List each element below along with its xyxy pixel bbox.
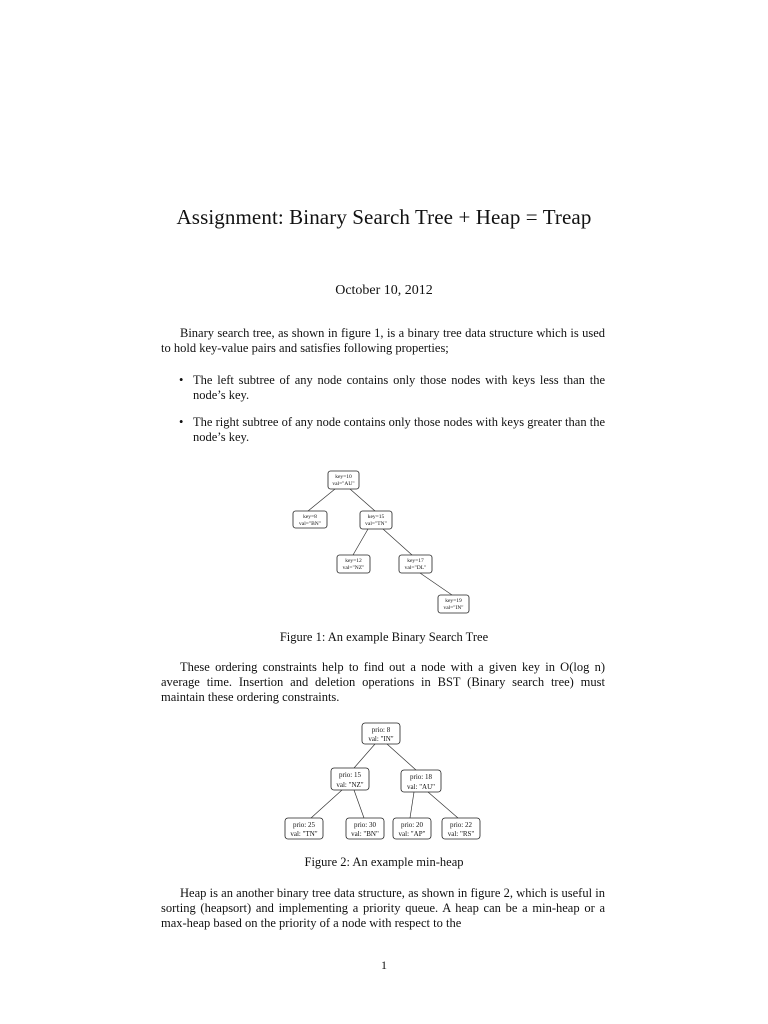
node-priority: prio: 18: [410, 773, 432, 781]
heap-node: [285, 818, 323, 839]
figure-2-caption: Figure 2: An example min-heap: [304, 855, 464, 869]
document-title: Assignment: Binary Search Tree + Heap = Treap: [176, 205, 592, 229]
node-key: key=12: [345, 558, 362, 564]
heap-node: [346, 818, 384, 839]
edge-15-12: [353, 529, 368, 555]
node-value: val="NZ": [342, 565, 365, 571]
bullet-icon: •: [179, 373, 184, 387]
bullet-icon: •: [179, 415, 184, 429]
document-date: October 10, 2012: [335, 283, 433, 298]
edge-15-30: [354, 790, 364, 818]
edge-18-20: [410, 792, 414, 818]
paragraph-ordering-constraints: These ordering constraints help to find out a node with a given key in O(log n) average time. Insertion and deletion operations in BST (Binary search tree) must maintain these ordering constraints.: [161, 660, 605, 704]
node-key: key=10: [335, 474, 352, 480]
bullet-text: The left subtree of any node contains only those nodes with keys less than the node’s key.: [193, 373, 605, 402]
node-key: key=8: [303, 514, 317, 520]
bst-node: [360, 511, 392, 529]
heap-node: [442, 818, 480, 839]
paragraph-heap-intro: Heap is an another binary tree data structure, as shown in figure 2, which is useful in sorting (heapsort) and implementing a priority queue. A heap can be a min-heap or a max-heap based on the priority of a node with respect to the: [161, 886, 605, 930]
edge-10-8: [308, 489, 335, 511]
node-value: val: "AP": [398, 830, 426, 838]
bst-node: [399, 555, 432, 573]
node-priority: prio: 25: [293, 821, 315, 829]
edge-8-15: [354, 744, 375, 768]
edge-17-19: [420, 573, 452, 595]
node-priority: prio: 30: [354, 821, 376, 829]
node-value: val: "TN": [290, 830, 318, 838]
heap-node: [331, 768, 369, 790]
heap-node: [401, 770, 441, 792]
node-priority: prio: 15: [339, 771, 361, 779]
node-value: val: "NZ": [336, 781, 364, 789]
edge-18-22: [428, 792, 458, 818]
node-value: val: "AU": [406, 783, 436, 791]
node-value: val="IN": [443, 605, 464, 611]
node-priority: prio: 22: [450, 821, 472, 829]
node-key: key=17: [407, 558, 424, 564]
figure-1-caption: Figure 1: An example Binary Search Tree: [279, 630, 489, 644]
node-value: val="DL": [404, 565, 427, 571]
intro-paragraph: Binary search tree, as shown in figure 1, is a binary tree data structure which is used to hold key-value pairs and satisfies following properties;: [161, 326, 605, 355]
edge-15-25: [311, 790, 342, 818]
node-priority: prio: 20: [401, 821, 423, 829]
heap-node: [362, 723, 400, 744]
page-number: 1: [381, 958, 387, 972]
edge-8-18: [387, 744, 416, 770]
bst-node: [438, 595, 469, 613]
node-value: val: "RS": [447, 830, 475, 838]
edge-10-15: [350, 489, 375, 511]
node-value: val="AU": [332, 481, 355, 487]
bst-node: [293, 511, 327, 528]
bullet-text: The right subtree of any node contains only those nodes with keys greater than the node’s key.: [193, 415, 605, 444]
node-priority: prio: 8: [371, 726, 391, 734]
heap-node: [393, 818, 431, 839]
node-value: val="TN": [365, 521, 387, 527]
edge-15-17: [383, 529, 412, 555]
node-key: key=15: [367, 514, 385, 520]
node-value: val: "IN": [368, 735, 394, 743]
node-value: val="BN": [299, 521, 321, 527]
bst-node: [337, 555, 370, 573]
node-value: val: "BN": [351, 830, 379, 838]
node-key: key=19: [445, 598, 462, 604]
bst-node: [328, 471, 359, 489]
